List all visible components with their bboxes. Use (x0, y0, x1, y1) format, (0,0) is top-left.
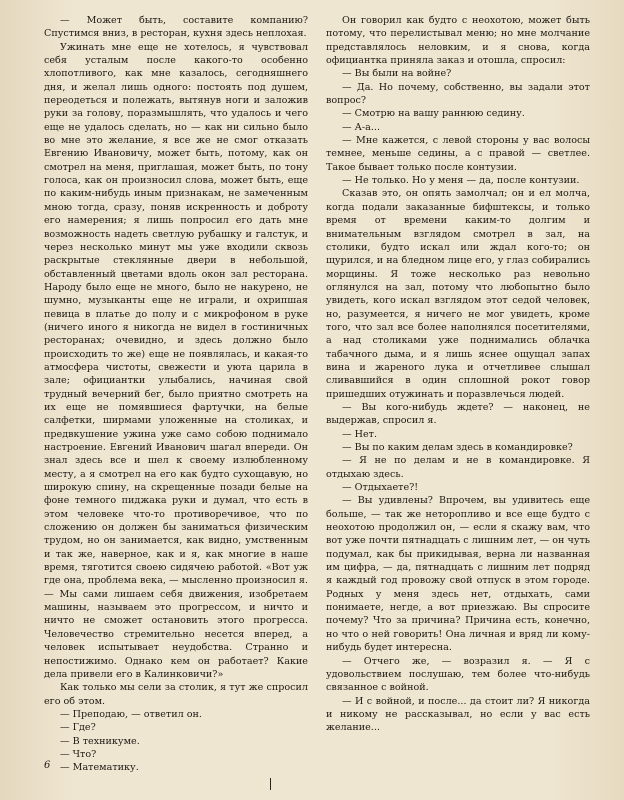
dialogue-line: — Я не по делам и не в командировке. Я отдыхаю здесь. (326, 455, 590, 480)
dialogue-line: — Не только. Но у меня — да, после контузии. (342, 175, 580, 187)
paragraph: Ужинать мне еще не хотелось, я чувствовал себя усталым после какого-то особенно хлопотливого, как мне казалось, сегодняшнего дня, и желал лишь одного: постоять под душем, переодеться и полежать, вытянув ноги и заложив руки за голову, поразмышлять, что удалось и чего еще не удалось сделать, но — как ни сильно было во мне это желание, я все же не смог отказать Евгению Ивановичу, может быть, потому, как он смотрел на меня, приглашая, может быть, по тону голоса, как он произносил слова, может быть, еще по каким-нибудь иным признакам, не замеченным мною тогда, сразу, поняв искренность и доброту его намерения; я лишь попросил его дать мне возможность надеть светлую рубашку и галстук, и через несколько минут мы уже входили сквозь раскрытые стеклянные двери в небольшой, обставленный цветами вдоль окон зал ресторана. Народу было еще не много, было не накурено, не шумно, музыканты еще не играли, и охрипшая певица в платье до полу и с микрофоном в руке (ничего иного я никогда не видел в гостиничных ресторанах; очевидно, и здесь должно было происходить то же) еще не появлялась, и какая-то атмосфера чистоты, свежести и уюта царила в зале; официантки улыбались, начиная свой трудный вечерний бег, было приятно смотреть на их еще не помявшиеся фартучки, на белые салфетки, ширмами уложенные на столиках, и предвкушение ужина уже само собою поднимало настроение. Евгений Иванович шагал впереди. Он знал здесь все и шел к своему излюбленному месту, а я смотрел на его как будто сухощавую, но широкую спину, на скрещенные позади белые на фоне темного пиджака руки и думал, что есть в этом человеке что-то противоречивое, что по сложению он должен бы заниматься физическим трудом, но он занимается, как видно, умственным и так же, наверное, как и я, как многие в наше время, тяготится своею сидячею работой. «Вот уж где она, проблема века, — мысленно произносил я. — Мы сами лишаем себя движения, изобретаем машины, называем это прогрессом, и ничто и ничто не сможет остановить этого прогресса. Человечество стремительно несется вперед, а человек испытывает неудобства. Странно и непостижимо. Однако кем он работает? Какие дела привели его в Калинковичи?» (44, 41, 308, 680)
dialogue-line: — В техникуме. (60, 735, 140, 747)
paragraph: — Может быть, составите компанию? Спустимся вниз, в ресторан, кухня здесь неплохая. (44, 15, 308, 40)
dialogue-line: — Смотрю на вашу раннюю седину. (342, 108, 525, 120)
page-number: 6 (44, 760, 51, 771)
dialogue-line: — Что? (60, 748, 97, 760)
dialogue-line: — Вы по каким делам здесь в командировке? (342, 442, 573, 453)
dialogue-line: — Математику. (60, 762, 139, 774)
dialogue-line: — Вы кого-нибудь ждете? — наконец, не выдержав, спросил я. (326, 401, 590, 427)
dialogue-line: — Нет. (342, 428, 378, 440)
paragraph: Как только мы сели за столик, я тут же спросил его об этом. (44, 682, 308, 707)
paragraph: Он говорил как будто с неохотою, может быть потому, что перелистывал меню; но мне молчание представлялось неловким, и я снова, когда официантка приняла заказ и отошла, спросил: (326, 15, 590, 67)
dialogue-line: — Вы удивлены? Впрочем, вы удивитесь еще больше, — так же неторопливо и все еще будто с неохотою продолжил он, — если я скажу вам, что вот уже почти пятнадцать с лишним лет, — он чуть подумал, как бы прикидывая, верна ли названная им цифра, — да, пятнадцать с лишним лет подряд я каждый год провожу свой отпуск в этом городе. Родных у меня здесь нет, отдыхать, сами понимаете, негде, а вот приезжаю. Вы спросите почему? Что за причина? Причина есть, конечно, но что о ней говорить! Она личная и вряд ли кому-нибудь будет интересна. (326, 495, 590, 654)
dialogue-line: — Вы были на войне? (342, 68, 452, 80)
right-column (326, 14, 590, 735)
dialogue-line: — Отчего же, — возразил я. — Я с удовольствием послушаю, тем более что-нибудь связанное с войной. (326, 655, 590, 694)
dialogue-line: — И с войной, и после... да стоит ли? Я никогда и никому не рассказывал, но если у вас есть желание... (326, 695, 590, 734)
dialogue-line: — Преподаю, — ответил он. (60, 708, 202, 720)
dialogue-line: — Отдыхаете?! (342, 482, 419, 494)
dialogue-line: — Да. Но почему, собственно, вы задали этот вопрос? (326, 81, 590, 107)
left-column (44, 14, 308, 775)
paragraph: Сказав это, он опять замолчал; он и ел молча, когда подали заказанные бифштексы, и только время от времени каким-то долгим и внимательным взглядом смотрел в зал, на столики, будто искал или ждал кого-то; он щурился, и на бледном лице его, у глаз собирались морщины. Я тоже несколько раз невольно оглянулся на зал, потому что любопытно было увидеть, кого искал взглядом этот седой человек, но, разумеется, я ничего не мог увидеть, кроме того, что зал все более наполнялся посетителями, а над столиками уже поднимались облачка табачного дыма, и я лишь яснее ощущал запах вина и жареного лука и отчетливее слышал сливавшийся в один сплошной рокот говор пришедших отужинать и поразвлечься людей. (326, 188, 590, 400)
dialogue-line: — А-а... (342, 121, 381, 133)
dialogue-line: — Где? (60, 722, 96, 734)
dialogue-line: — Мне кажется, с левой стороны у вас волосы темнее, меньше седины, а с правой — светлее. Такое бывает только после контузии. (326, 135, 590, 173)
page-mark (270, 778, 271, 790)
